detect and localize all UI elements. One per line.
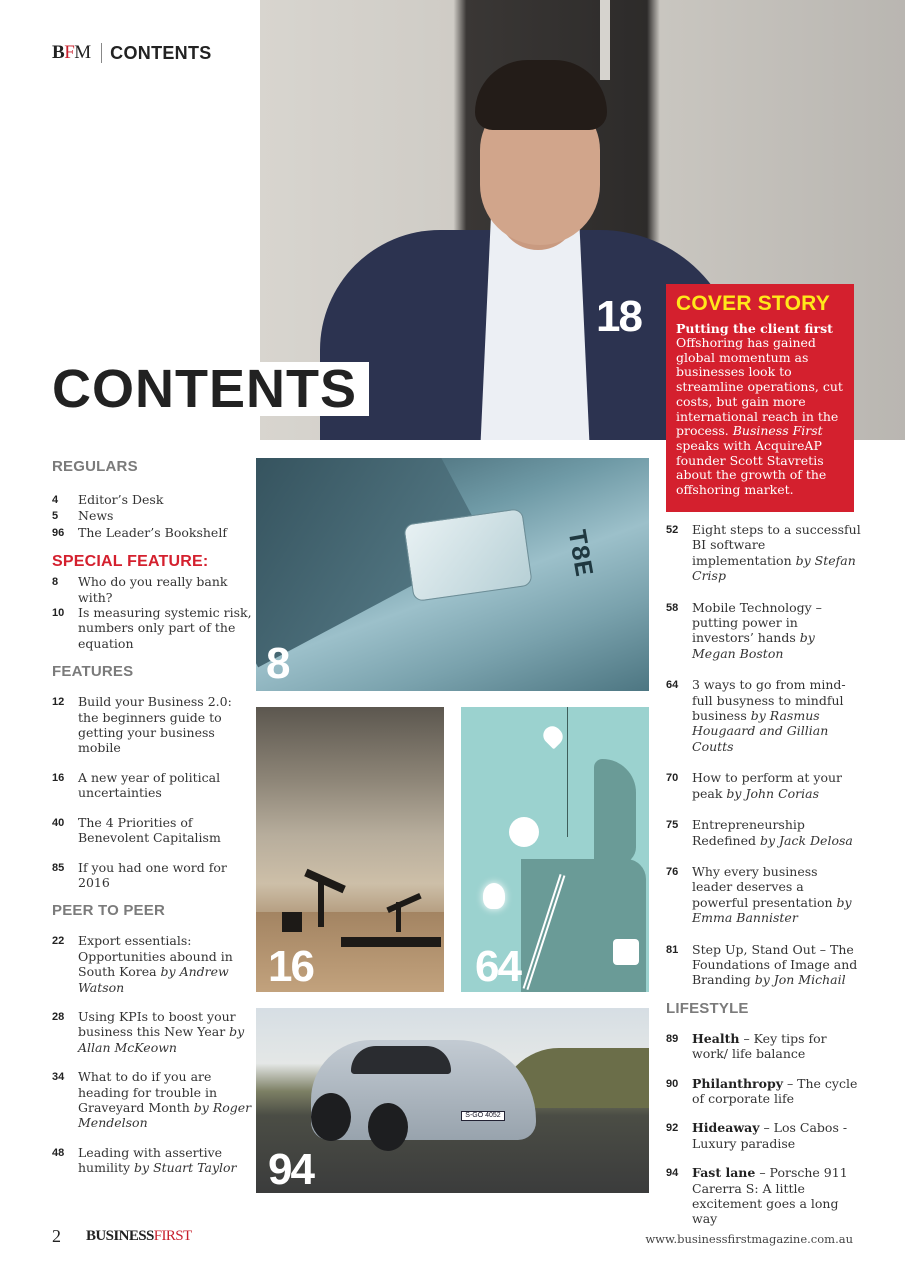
footer-page-number: 2 <box>52 1226 61 1246</box>
toc-left-column <box>52 458 252 1176</box>
toc-entry[interactable]: 4 Editor’s Desk <box>52 492 164 507</box>
section-regulars: REGULARS <box>52 458 138 475</box>
toc-entry[interactable]: 10 Is measuring systemic risk, numbers only part of the equation <box>52 605 252 651</box>
gear-icon <box>509 817 539 847</box>
header-divider <box>101 43 103 63</box>
photo-hair <box>475 60 607 130</box>
image-page-number: 16 <box>268 942 313 991</box>
toc-entry[interactable]: 58 Mobile Technology – putting power in investors’ hands by Megan Boston <box>666 599 822 661</box>
image-oil-field[interactable] <box>256 707 444 992</box>
toc-entry[interactable]: 16 A new year of political uncertainties <box>52 769 221 801</box>
license-plate: S-GO 4052 <box>461 1111 505 1121</box>
section-peer-to-peer: PEER TO PEER <box>52 902 165 920</box>
toc-entry[interactable]: 12 Build your Business 2.0: the beginners guide to getting your business mobile <box>52 694 232 756</box>
image-page-number: 64 <box>475 942 520 991</box>
puzzle-icon <box>613 939 639 965</box>
toc-entry[interactable]: 28 Using KPIs to boost your business this New Year by Allan McKeown <box>52 1008 245 1055</box>
cover-page-number[interactable]: 18 <box>596 292 641 341</box>
cover-story-label: COVER STORY <box>676 292 830 315</box>
toc-entry[interactable]: 64 3 ways to go from mind-full busyness to mindful business by Rasmus Hougaard and Gillian Coutts <box>666 677 846 754</box>
image-page-number: 94 <box>268 1145 313 1193</box>
section-features: FEATURES <box>52 663 134 681</box>
section-special-feature: SPECIAL FEATURE: <box>52 553 209 571</box>
toc-entry[interactable]: 22 Export essentials: Opportunities abound in South Korea by Andrew Watson <box>52 933 233 995</box>
image-porsche[interactable] <box>256 1008 649 1193</box>
toc-entry[interactable]: 96 The Leader’s Bookshelf <box>52 524 227 540</box>
toc-entry[interactable]: 34 What to do if you are heading for trouble in Graveyard Month by Roger Mendelson <box>52 1069 252 1131</box>
bfm-logo: BFM <box>52 42 91 63</box>
cover-story-box[interactable] <box>666 284 854 512</box>
toc-entry[interactable]: 40 The 4 Priorities of Benevolent Capitalism <box>52 814 221 846</box>
business-first-logo: BUSINESSFIRST <box>86 1228 192 1244</box>
toc-entry[interactable]: 8 Who do you really bank with? <box>52 574 228 605</box>
page-title: CONTENTS <box>40 362 369 416</box>
toc-entry[interactable]: 70 How to perform at your peak by John Corias <box>666 770 843 801</box>
header-title: CONTENTS <box>110 42 212 63</box>
toc-entry[interactable]: 5 News <box>52 508 114 524</box>
image-page-number: 8 <box>266 639 289 688</box>
toc-entry[interactable]: 85 If you had one word for 2016 <box>52 859 227 890</box>
background-pole <box>600 0 610 80</box>
toc-entry[interactable]: 94 Fast lane – Porsche 911 Carerra S: A little excitement goes a long way <box>666 1165 848 1227</box>
image-credit-card[interactable] <box>256 458 649 691</box>
page-header <box>52 42 212 64</box>
cover-story-headline: Putting the client first <box>676 321 833 336</box>
toc-entry[interactable]: 52 Eight steps to a successful BI software implementation by Stefan Crisp <box>666 522 861 584</box>
toc-entry[interactable]: 92 Hideaway – Los Cabos - Luxury paradise <box>666 1120 848 1151</box>
toc-entry[interactable]: 81 Step Up, Stand Out – The Foundations of Image and Branding by Jon Michail <box>666 941 858 988</box>
oil-pump-icon <box>386 893 421 913</box>
section-lifestyle: LIFESTYLE <box>666 999 749 1017</box>
heart-icon <box>540 723 567 750</box>
toc-entry[interactable]: 76 Why every business leader deserves a powerful presentation by Emma Bannister <box>666 863 852 926</box>
image-head-illustration[interactable] <box>461 707 649 992</box>
rope-line <box>567 707 568 837</box>
toc-right-column <box>666 522 861 1227</box>
chip-graphic <box>403 508 533 602</box>
toc-entry[interactable]: 89 Health – Key tips for work/ life balance <box>666 1030 827 1062</box>
toc-entry[interactable]: 75 Entrepreneurship Redefined by Jack Delosa <box>666 817 853 848</box>
toc-entry[interactable]: 90 Philanthropy – The cycle of corporate life <box>666 1075 858 1106</box>
cover-story-body: Offshoring has gained global momentum as businesses look to streamline operations, cut costs, but gain more international reach in the process. Business First speaks with AcquireAP founder Scott Stavretis about the growth of the offshoring market. <box>676 335 843 498</box>
lightbulb-icon <box>483 883 505 909</box>
footer-url[interactable]: www.businessfirstmagazine.com.au <box>645 1232 853 1246</box>
toc-entry[interactable]: 48 Leading with assertive humility by Stuart Taylor <box>52 1144 237 1176</box>
card-digits: T8E <box>560 527 599 579</box>
oil-pump-icon <box>304 869 346 893</box>
